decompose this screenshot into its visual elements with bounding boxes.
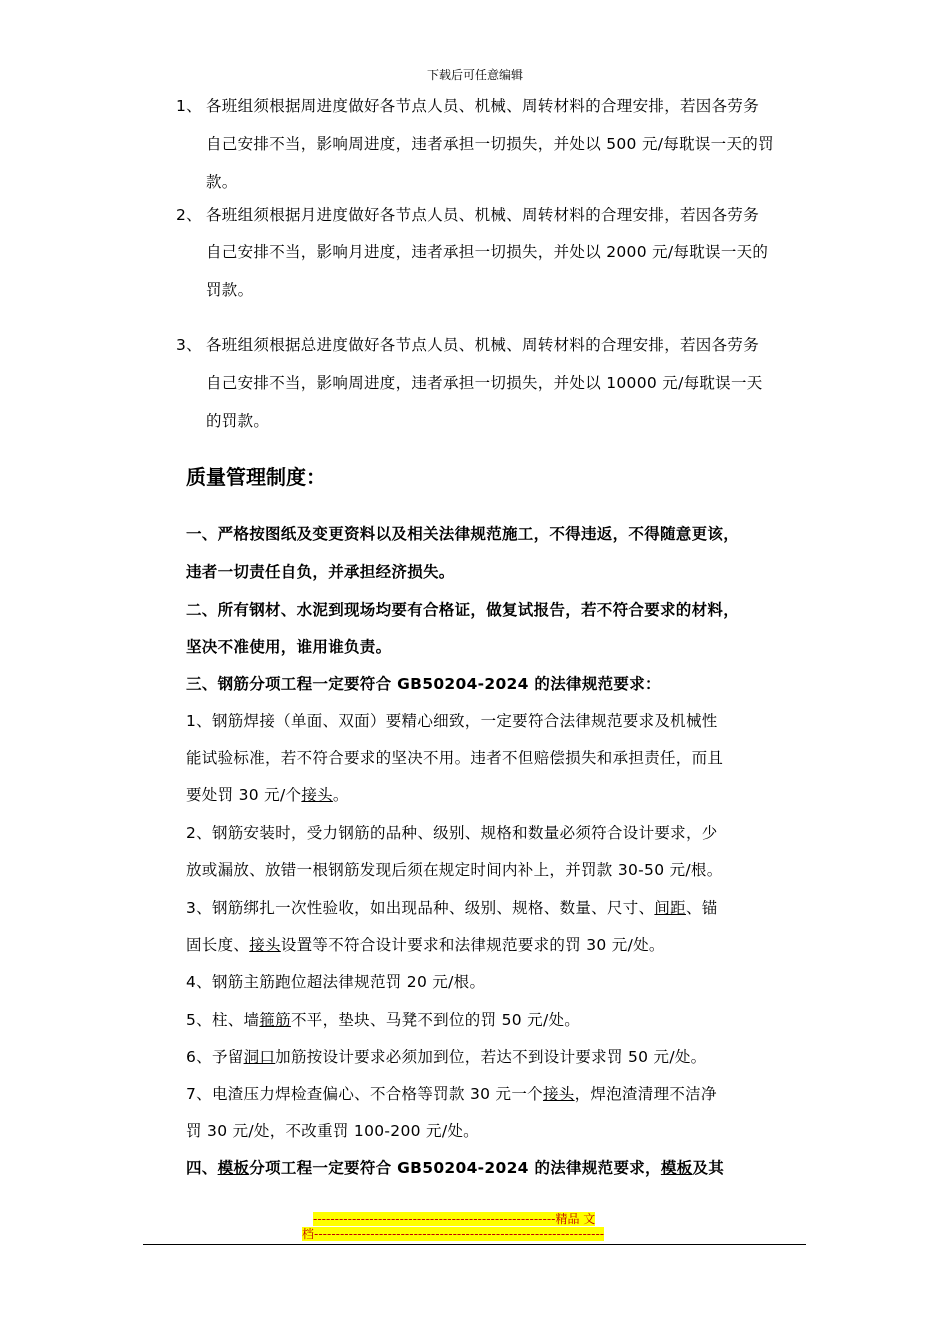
underlined-term: 接头 <box>542 1085 575 1103</box>
footer-watermark-line-1: --------------------------------------------------------精品 文 <box>313 1212 596 1226</box>
item-3-line-2: 固长度、接头设置等不符合设计要求和法律规范要求的罚 30 元/处。 <box>186 936 665 954</box>
item-1-line-3: 要处罚 30 元/个接头。 <box>186 786 349 804</box>
item-6: 6、予留洞口加筋按设计要求必须加到位，若达不到设计要求罚 50 元/处。 <box>186 1048 707 1066</box>
list-item-3-line-1: 3、 各班组须根据总进度做好各节点人员、机械、周转材料的合理安排，若因各劳务 <box>176 336 760 354</box>
item-5: 5、柱、墙箍筋不平，垫块、马凳不到位的罚 50 元/处。 <box>186 1011 581 1029</box>
underlined-term: 模板 <box>217 1159 250 1177</box>
underlined-term: 间距 <box>654 899 686 917</box>
rule-2-line-1: 二、所有钢材、水泥到现场均要有合格证，做复试报告，若不符合要求的材料， <box>186 601 740 619</box>
item-3-line-1: 3、钢筋绑扎一次性验收，如出现品种、级别、规格、数量、尺寸、间距、锚 <box>186 899 718 917</box>
list-item-2-line-2: 自己安排不当，影响月进度，违者承担一切损失，并处以 2000 元/每耽误一天的 <box>206 243 769 261</box>
underlined-term: 箍筋 <box>259 1011 291 1029</box>
rule-3-heading: 三、钢筋分项工程一定要符合 GB50204-2024 的法律规范要求： <box>186 675 661 693</box>
list-item-1-line-1: 1、 各班组须根据周进度做好各节点人员、机械、周转材料的合理安排，若因各劳务 <box>176 97 760 115</box>
list-item-3-line-3: 的罚款。 <box>206 412 270 430</box>
rule-2-line-2: 坚决不准使用，谁用谁负责。 <box>186 638 392 656</box>
footer-rule <box>143 1244 806 1245</box>
list-item-1-line-2: 自己安排不当，影响周进度，违者承担一切损失，并处以 500 元/每耽误一天的罚 <box>206 135 774 153</box>
item-2-line-2: 放或漏放、放错一根钢筋发现后须在规定时间内补上，并罚款 30-50 元/根。 <box>186 861 723 879</box>
underlined-term: 洞口 <box>243 1048 276 1066</box>
list-item-3-line-2: 自己安排不当，影响周进度，违者承担一切损失，并处以 10000 元/每耽误一天 <box>206 374 763 392</box>
section-title: 质量管理制度： <box>186 465 326 489</box>
item-7-line-1: 7、电渣压力焊检查偏心、不合格等罚款 30 元一个接头，焊泡渣清理不洁净 <box>186 1085 717 1103</box>
header-note: 下载后可任意编辑 <box>426 68 523 82</box>
item-1-line-2: 能试验标准，若不符合要求的坚决不用。违者不但赔偿损失和承担责任，而且 <box>186 749 724 767</box>
footer-watermark-line-2: 档------------------------------------------------------------------- <box>302 1227 605 1241</box>
underlined-term: 模板 <box>660 1159 693 1177</box>
item-1-line-1: 1、钢筋焊接（单面、双面）要精心细致，一定要符合法律规范要求及机械性 <box>186 712 718 730</box>
item-4: 4、钢筋主筋跑位超法律规范罚 20 元/根。 <box>186 973 486 991</box>
underlined-term: 接头 <box>249 936 281 954</box>
rule-1-line-1: 一、严格按图纸及变更资料以及相关法律规范施工，不得违返，不得随意更该， <box>186 525 740 543</box>
rule-4-heading: 四、模板分项工程一定要符合 GB50204-2024 的法律规范要求，模板及其 <box>186 1159 725 1177</box>
list-item-1-line-3: 款。 <box>206 173 238 191</box>
item-2-line-1: 2、钢筋安装时，受力钢筋的品种、级别、规格和数量必须符合设计要求，少 <box>186 824 718 842</box>
underlined-term: 接头 <box>301 786 333 804</box>
rule-1-line-2: 违者一切责任自负，并承担经济损失。 <box>186 563 455 581</box>
list-item-2-line-3: 罚款。 <box>206 281 254 299</box>
list-item-2-line-1: 2、 各班组须根据月进度做好各节点人员、机械、周转材料的合理安排，若因各劳务 <box>176 206 760 224</box>
item-7-line-2: 罚 30 元/处，不改重罚 100-200 元/处。 <box>186 1122 479 1140</box>
